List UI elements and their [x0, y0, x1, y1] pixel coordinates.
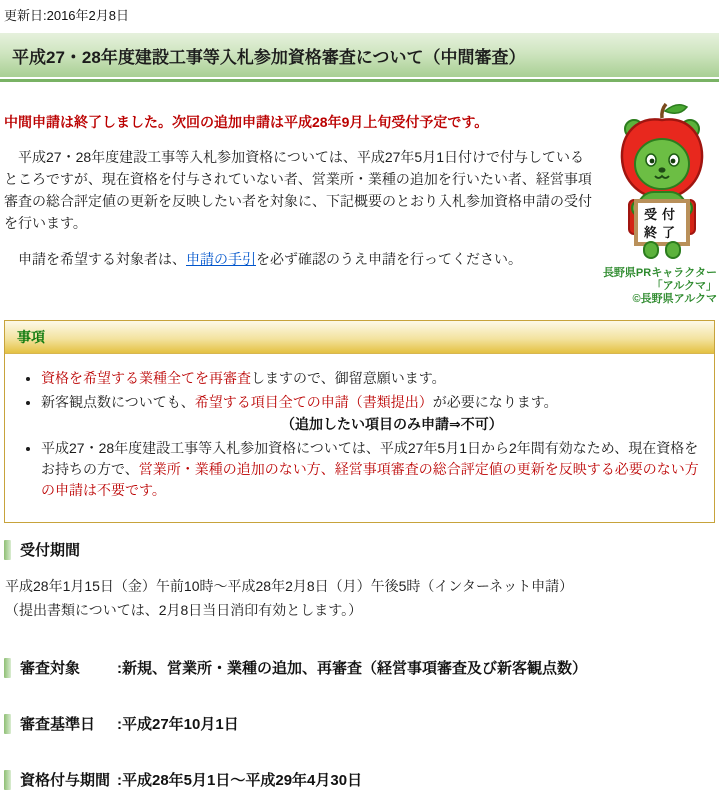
- item3-emphasis: 営業所・業種の追加のない方、経営事項審査の総合評定値の更新を反映する必要のない方の申請は不要です。: [41, 461, 699, 498]
- section-row-qualification-period: [4, 769, 719, 790]
- section-row-examination-base-date: [4, 713, 719, 734]
- mascot-caption-line2: 「アルクマ」: [651, 280, 717, 292]
- intro-paragraph-2: [4, 248, 592, 270]
- arukuma-mascot-image: [607, 102, 717, 260]
- page-title-text: 平成27・28年度建設工事等入札参加資格審査について（中間審査）: [12, 48, 526, 67]
- mascot-sign-line2: 終了: [643, 225, 681, 240]
- page-title: [0, 33, 719, 77]
- list-item: [41, 392, 704, 435]
- mascot-caption-line1: 長野県PRキャラクター: [602, 267, 717, 279]
- list-item: [41, 438, 704, 501]
- item2-after: が必要になります。: [432, 394, 558, 410]
- mascot-caption-line3: ©長野県アルクマ: [632, 293, 717, 305]
- green-bar-icon: [4, 658, 11, 678]
- application-guide-link[interactable]: 申請の手引: [186, 251, 256, 267]
- items-box-header: 事項: [5, 321, 714, 354]
- row-label: 審査基準日: [20, 716, 96, 733]
- item1-rest: しますので、御留意願います。: [251, 370, 446, 386]
- section-heading-reception-period: [4, 539, 719, 560]
- row-value: :平成28年5月1日～平成29年4月30日: [117, 772, 363, 789]
- intro-paragraph-1: 平成27・28年度建設工事等入札参加資格については、平成27年5月1日付けで付与しているところですが、現在資格を付与されていない者、営業所・業種の追加を行いたい者、経営事項審査の総合評定値の更新を反映したい者を対象に、下記概要のとおり入札参加資格申請の受付を行います。: [4, 149, 592, 231]
- intro-section: [0, 102, 719, 306]
- item2-emphasis: 希望する項目全ての申請（書類提出）: [194, 394, 433, 410]
- mascot-caption: [600, 267, 717, 306]
- reception-period-text: [5, 574, 719, 622]
- paragraph2-after: を必ず確認のうえ申請を行ってください。: [256, 251, 522, 267]
- item3-before: 平成27・28年度建設工事等入札参加資格については、平成27年5月1日から2年間有効なため、現在資格をお持ちの方で、: [41, 440, 699, 477]
- closed-notice: 中間申請は終了しました。次回の追加申請は平成28年9月上旬受付予定です。: [4, 114, 489, 130]
- items-box: [4, 320, 715, 523]
- items-box-body: [5, 354, 714, 522]
- reception-period-line1: 平成28年1月15日（金）午前10時～平成28年2月8日（月）午後5時（インターネット申請）: [5, 578, 574, 594]
- green-bar-icon: [4, 714, 11, 734]
- intro-text-column: [4, 102, 592, 306]
- reception-period-heading-text: 受付期間: [20, 542, 81, 559]
- green-bar-icon: [4, 770, 11, 790]
- list-item: [41, 368, 704, 389]
- row-label: 資格付与期間: [20, 772, 111, 789]
- row-value: :平成27年10月1日: [117, 716, 239, 733]
- green-bar-icon: [4, 540, 11, 560]
- item2-before: 新客観点数についても、: [41, 394, 195, 410]
- mascot-sign-line1: 受付: [643, 207, 681, 222]
- item1-emphasis: 資格を希望する業種全てを再審査: [41, 370, 251, 386]
- item2-note: （追加したい項目のみ申請⇒不可）: [281, 416, 503, 432]
- paragraph2-before: 申請を希望する対象者は、: [4, 251, 186, 267]
- mascot-column: [592, 102, 717, 306]
- update-date: 更新日:2016年2月8日: [4, 8, 129, 23]
- section-row-examination-target: [4, 657, 719, 678]
- row-label: 審査対象: [20, 660, 81, 677]
- row-value: :新規、営業所・業種の追加、再審査（経営事項審査及び新客観点数）: [117, 660, 587, 677]
- title-divider: [0, 79, 719, 82]
- reception-period-line2: （提出書類については、2月8日当日消印有効とします。）: [5, 602, 363, 618]
